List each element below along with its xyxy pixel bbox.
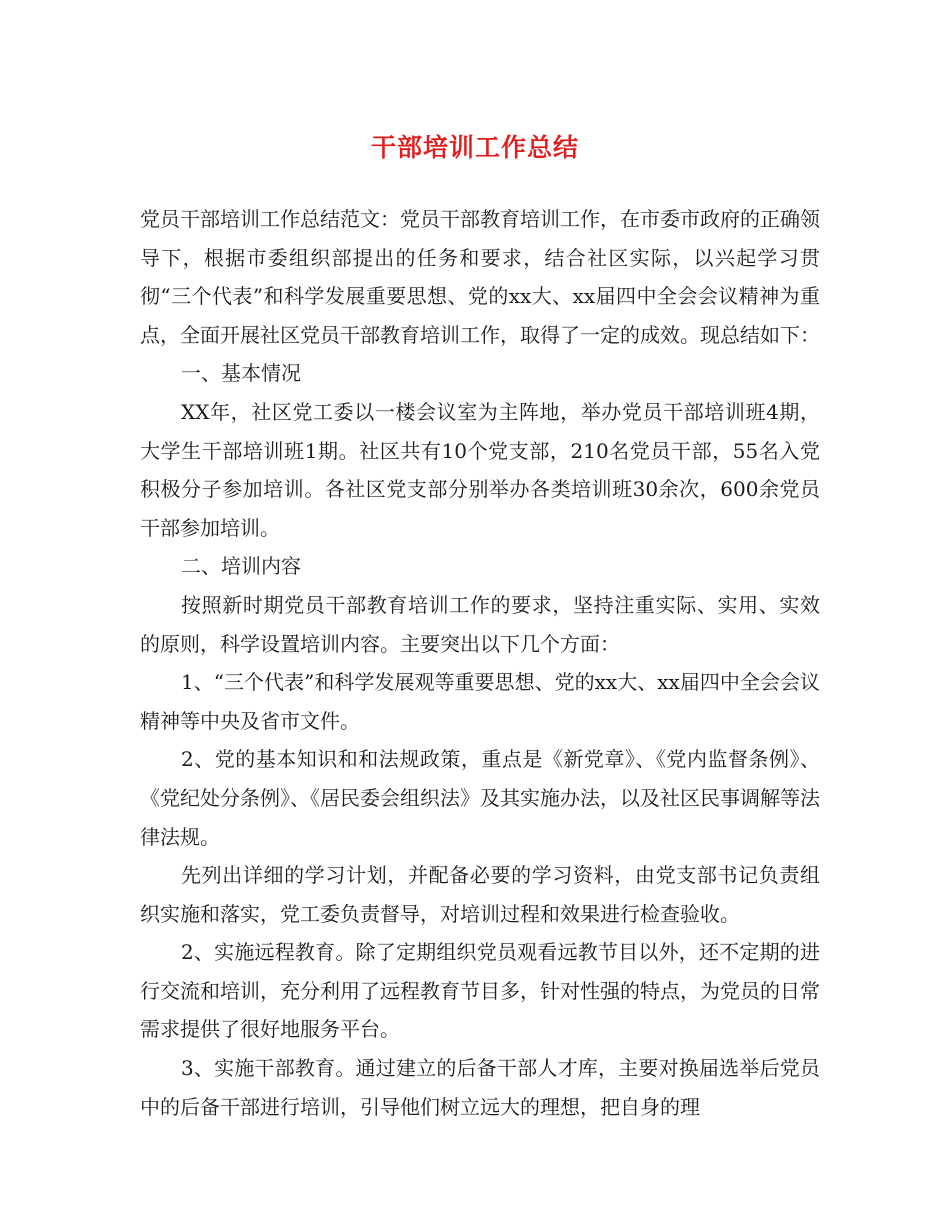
paragraph-remote-education: 2、实施远程教育。除了定期组织党员观看远教节目以外，还不定期的进行交流和培训，充分利用了远程教育节目多，针对性强的特点，为党员的日常需求提供了很好地服务平台。: [140, 940, 820, 1042]
paragraph-intro: 党员干部培训工作总结范文：党员干部教育培训工作，在市委市政府的正确领导下，根据市委组织部提出的任务和要求，结合社区实际，以兴起学习贯彻“三个代表”和科学发展重要思想、党的xx大、xx届四中全会会议精神为重点，全面开展社区党员干部教育培训工作，取得了一定的成效。现总结如下：: [140, 207, 820, 347]
heading-training-content: 二、培训内容: [181, 554, 301, 579]
paragraph-item-2: 2、党的基本知识和和法规政策，重点是《新党章》、《党内监督条例》、《党纪处分条例》、《居民委会组织法》及其实施办法，以及社区民事调解等法律法规。: [140, 747, 820, 849]
paragraph-study-plan: 先列出详细的学习计划，并配备必要的学习资料，由党支部书记负责组织实施和落实，党工委负责督导，对培训过程和效果进行检查验收。: [140, 863, 820, 926]
document-body: [140, 200, 820, 1126]
paragraph-training-principle: 按照新时期党员干部教育培训工作的要求，坚持注重实际、实用、实效的原则，科学设置培训内容。主要突出以下几个方面：: [140, 592, 820, 656]
paragraph-basic-situation: XX年，社区党工委以一楼会议室为主阵地，举办党员干部培训班4期，大学生干部培训班1期。社区共有10个党支部，210名党员干部，55名入党积极分子参加培训。各社区党支部分别举办各类培训班30余次，600余党员干部参加培训。: [140, 399, 820, 540]
paragraph-item-1: 1、“三个代表”和科学发展观等重要思想、党的xx大、xx届四中全会会议精神等中央及省市文件。: [140, 670, 820, 733]
heading-basic-situation: 一、基本情况: [181, 361, 301, 386]
paragraph-cadre-education: 3、实施干部教育。通过建立的后备干部人才库，主要对换届选举后党员中的后备干部进行培训，引导他们树立远大的理想，把自身的理: [140, 1056, 820, 1119]
document-title: 干部培训工作总结: [370, 133, 579, 162]
